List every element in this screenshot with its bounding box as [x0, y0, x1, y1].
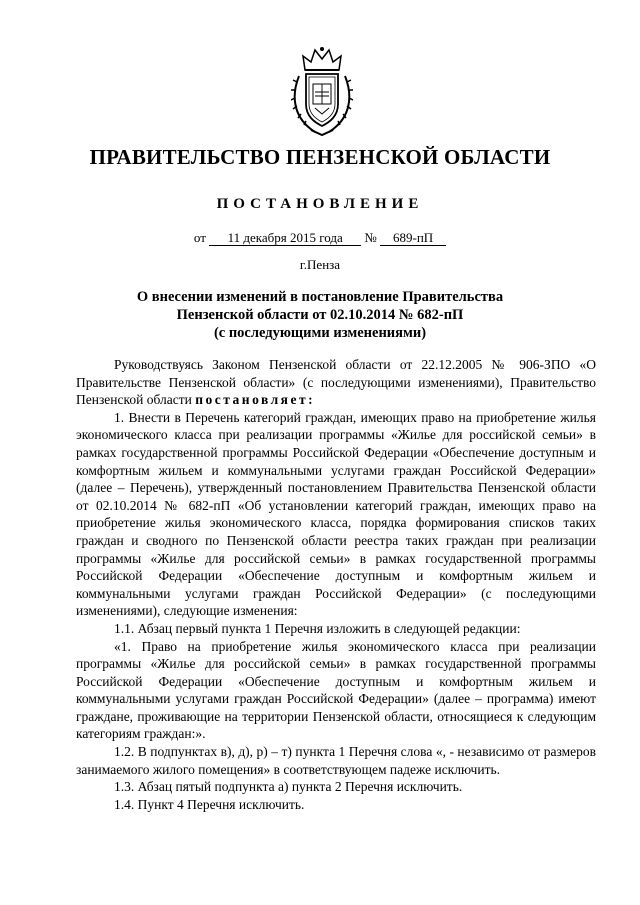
preamble-text: Руководствуясь Законом Пензенской области от 22.12.2005 № 906-ЗПО «О Правительстве Пензенской области» (с последующими изменениями), Правительство Пензенской области [76, 357, 596, 408]
resolution-verb: постановляет: [195, 392, 316, 408]
paragraph-preamble [76, 356, 596, 409]
document-body [76, 356, 596, 813]
subject-line: (с последующими изменениями) [213, 325, 427, 341]
paragraph-item-1: 1. Внести в Перечень категорий граждан, имеющих право на приобретение жилья экономического класса при реализации программы «Жилье для российской семьи» в рамках государственной программы Российской Федерации «Обеспечение доступным и комфортным жильем и коммунальными услугами граждан Российской Федерации» (далее – Перечень), утвержденный постановлением Правительства Пензенской области от 02.10.2014 № 682-пП «Об установлении категорий граждан, имеющих право на приобретение жилья экономического класса, порядка формирования списков таких граждан и сводного по Пензенской области реестра таких граждан при реализации программы «Жилье для российской семьи» в рамках государственной программы Российской Федерации «Обеспечение доступным и комфортным жильем и коммунальными услугами граждан Российской Федерации» (с последующими изменениями), следующие изменения: [76, 409, 596, 619]
city: г.Пенза [299, 257, 341, 272]
document-subject [120, 288, 520, 342]
paragraph-item-1-1: 1.1. Абзац первый пункта 1 Перечня изложить в следующей редакции: [114, 620, 521, 636]
paragraph-item-1-2: 1.2. В подпунктах в), д), р) – т) пункта 1 Перечня слова «, - независимо от размеров занимаемого жилого помещения» в соответствующем падеже исключить. [76, 744, 596, 777]
number-sign: № [364, 230, 377, 245]
government-title: ПРАВИТЕЛЬСТВО ПЕНЗЕНСКОЙ ОБЛАСТИ [89, 145, 551, 169]
subject-line: Пензенской области от 02.10.2014 № 682-пП [176, 307, 464, 323]
subject-line: О внесении изменений в постановление Правительства [136, 289, 504, 305]
document-date: 11 декабря 2015 года [209, 230, 361, 246]
document-number: 689-пП [380, 230, 446, 246]
paragraph-quoted-text: «1. Право на приобретение жилья экономического класса при реализации программы «Жилье для российской семьи» в рамках государственной программы Российской Федерации «Обеспечение доступным и комфортным жильем и коммунальными услугами граждан Российской Федерации» (далее – программа) имеют граждане, проживающие на территории Пензенской области, относящиеся к следующим категориям граждан:». [76, 638, 596, 742]
date-prefix: от [193, 230, 206, 245]
document-type: ПОСТАНОВЛЕНИЕ [216, 196, 424, 212]
paragraph-item-1-3: 1.3. Абзац пятый подпункта а) пункта 2 Перечня исключить. [114, 779, 463, 795]
date-number-line [0, 230, 640, 246]
coat-of-arms-icon [291, 46, 353, 138]
paragraph-item-1-4: 1.4. Пункт 4 Перечня исключить. [114, 796, 305, 812]
